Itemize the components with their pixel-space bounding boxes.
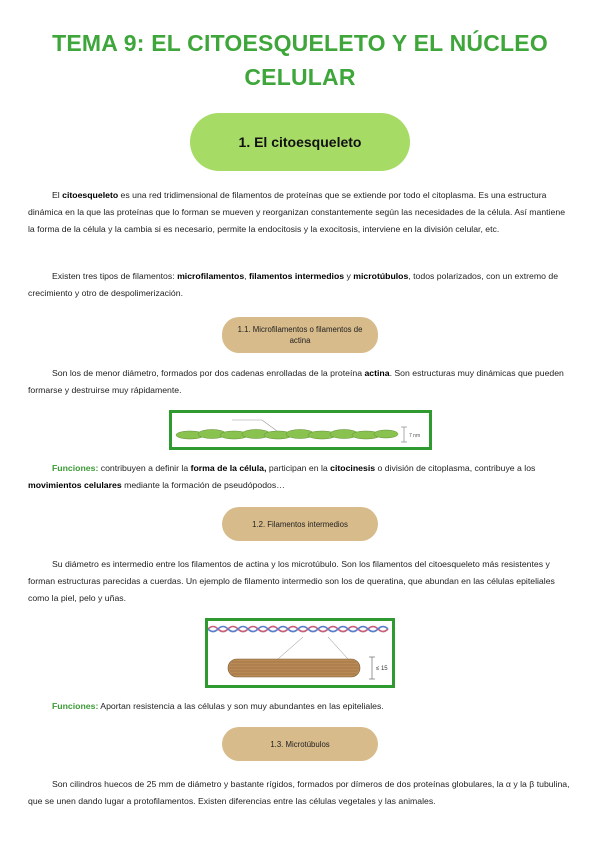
term-filamentos-intermedios: filamentos intermedios	[249, 271, 345, 281]
term-forma-celula: forma de la célula,	[190, 463, 267, 473]
paragraph-funciones-microfilamentos: Funciones: contribuyen a definir la forma de la célula, participan en la citocinesis o división de citoplasma, contribuye a los movimientos celulares mediante la formación de pseudópodos…	[28, 463, 536, 490]
subsection-heading-filamentos-intermedios: 1.2. Filamentos intermedios	[222, 507, 378, 541]
paragraph-citoesqueleto-definition: El citoesqueleto es una red tridimensional de filamentos de proteínas que se extiende por todo el citoplasma. Es una estructura dinámica en la que las proteínas que lo forman se mueven y reorganizan constantemente según las necesidades de la célula. Así mantiene la forma de la célula y la cambia si es necesario, permite la endocitosis y la exocitosis, interviene en la división celular, etc.	[28, 190, 566, 234]
section-heading-citoesqueleto: 1. El citoesqueleto	[190, 113, 410, 171]
paragraph-microfilamentos: Son los de menor diámetro, formados por dos cadenas enrolladas de la proteína actina. Son estructuras muy dinámicas que pueden formarse y destruirse muy rápidamente.	[28, 368, 564, 395]
title-line-2: CELULAR	[244, 64, 356, 90]
paragraph-funciones-intermedios: Funciones: Aportan resistencia a las células y son muy abundantes en las epiteliales.	[52, 701, 384, 711]
term-citoesqueleto: citoesqueleto	[62, 190, 119, 200]
actin-filament-illustration	[172, 413, 429, 447]
term-actina: actina	[364, 368, 390, 378]
document-title	[20, 26, 580, 94]
paragraph-microtubulos: Son cilindros huecos de 25 mm de diámetro y bastante rígidos, formados por dímeros de dos proteínas globulares, la α y la β tubulina, que se unen dando lugar a protofilamentos. Existen diferencias entre las células vegetales y las animales.	[28, 779, 570, 806]
funciones-label-2: Funciones:	[52, 701, 99, 711]
term-citocinesis: citocinesis	[330, 463, 376, 473]
term-microfilamentos: microfilamentos	[177, 271, 245, 281]
term-microtubulos: microtúbulos	[353, 271, 409, 281]
paragraph-filamentos-intermedios: Su diámetro es intermedio entre los filamentos de actina y los microtúbulo. Son los filamentos del citoesqueleto más resistentes y forman estructuras parecidas a cuerdas. Un ejemplo de filamento intermedio son los de queratina, que abundan en las células epiteliales como la piel, pelo y uñas.	[28, 559, 555, 603]
subsection-heading-microtubulos: 1.3. Microtúbulos	[222, 727, 378, 761]
paragraph-filament-types: Existen tres tipos de filamentos: microfilamentos, filamentos intermedios y microtúbulos, todos polarizados, con un extremo de crecimiento y otro de despolimerización.	[28, 271, 559, 298]
intermediate-filament-illustration	[208, 621, 392, 685]
subsection-heading-microfilamentos: 1.1. Microfilamentos o filamentos de actina	[222, 317, 378, 353]
actin-diameter-label: 7 nm	[409, 433, 421, 439]
figure-actin-filament	[169, 410, 432, 450]
intermediate-diameter-label: ≤ 15	[376, 666, 388, 672]
funciones-label: Funciones:	[52, 463, 99, 473]
figure-intermediate-filament	[205, 618, 395, 688]
term-movimientos-celulares: movimientos celulares	[28, 480, 122, 490]
title-line-1: TEMA 9: EL CITOESQUELETO Y EL NÚCLEO	[52, 30, 548, 56]
